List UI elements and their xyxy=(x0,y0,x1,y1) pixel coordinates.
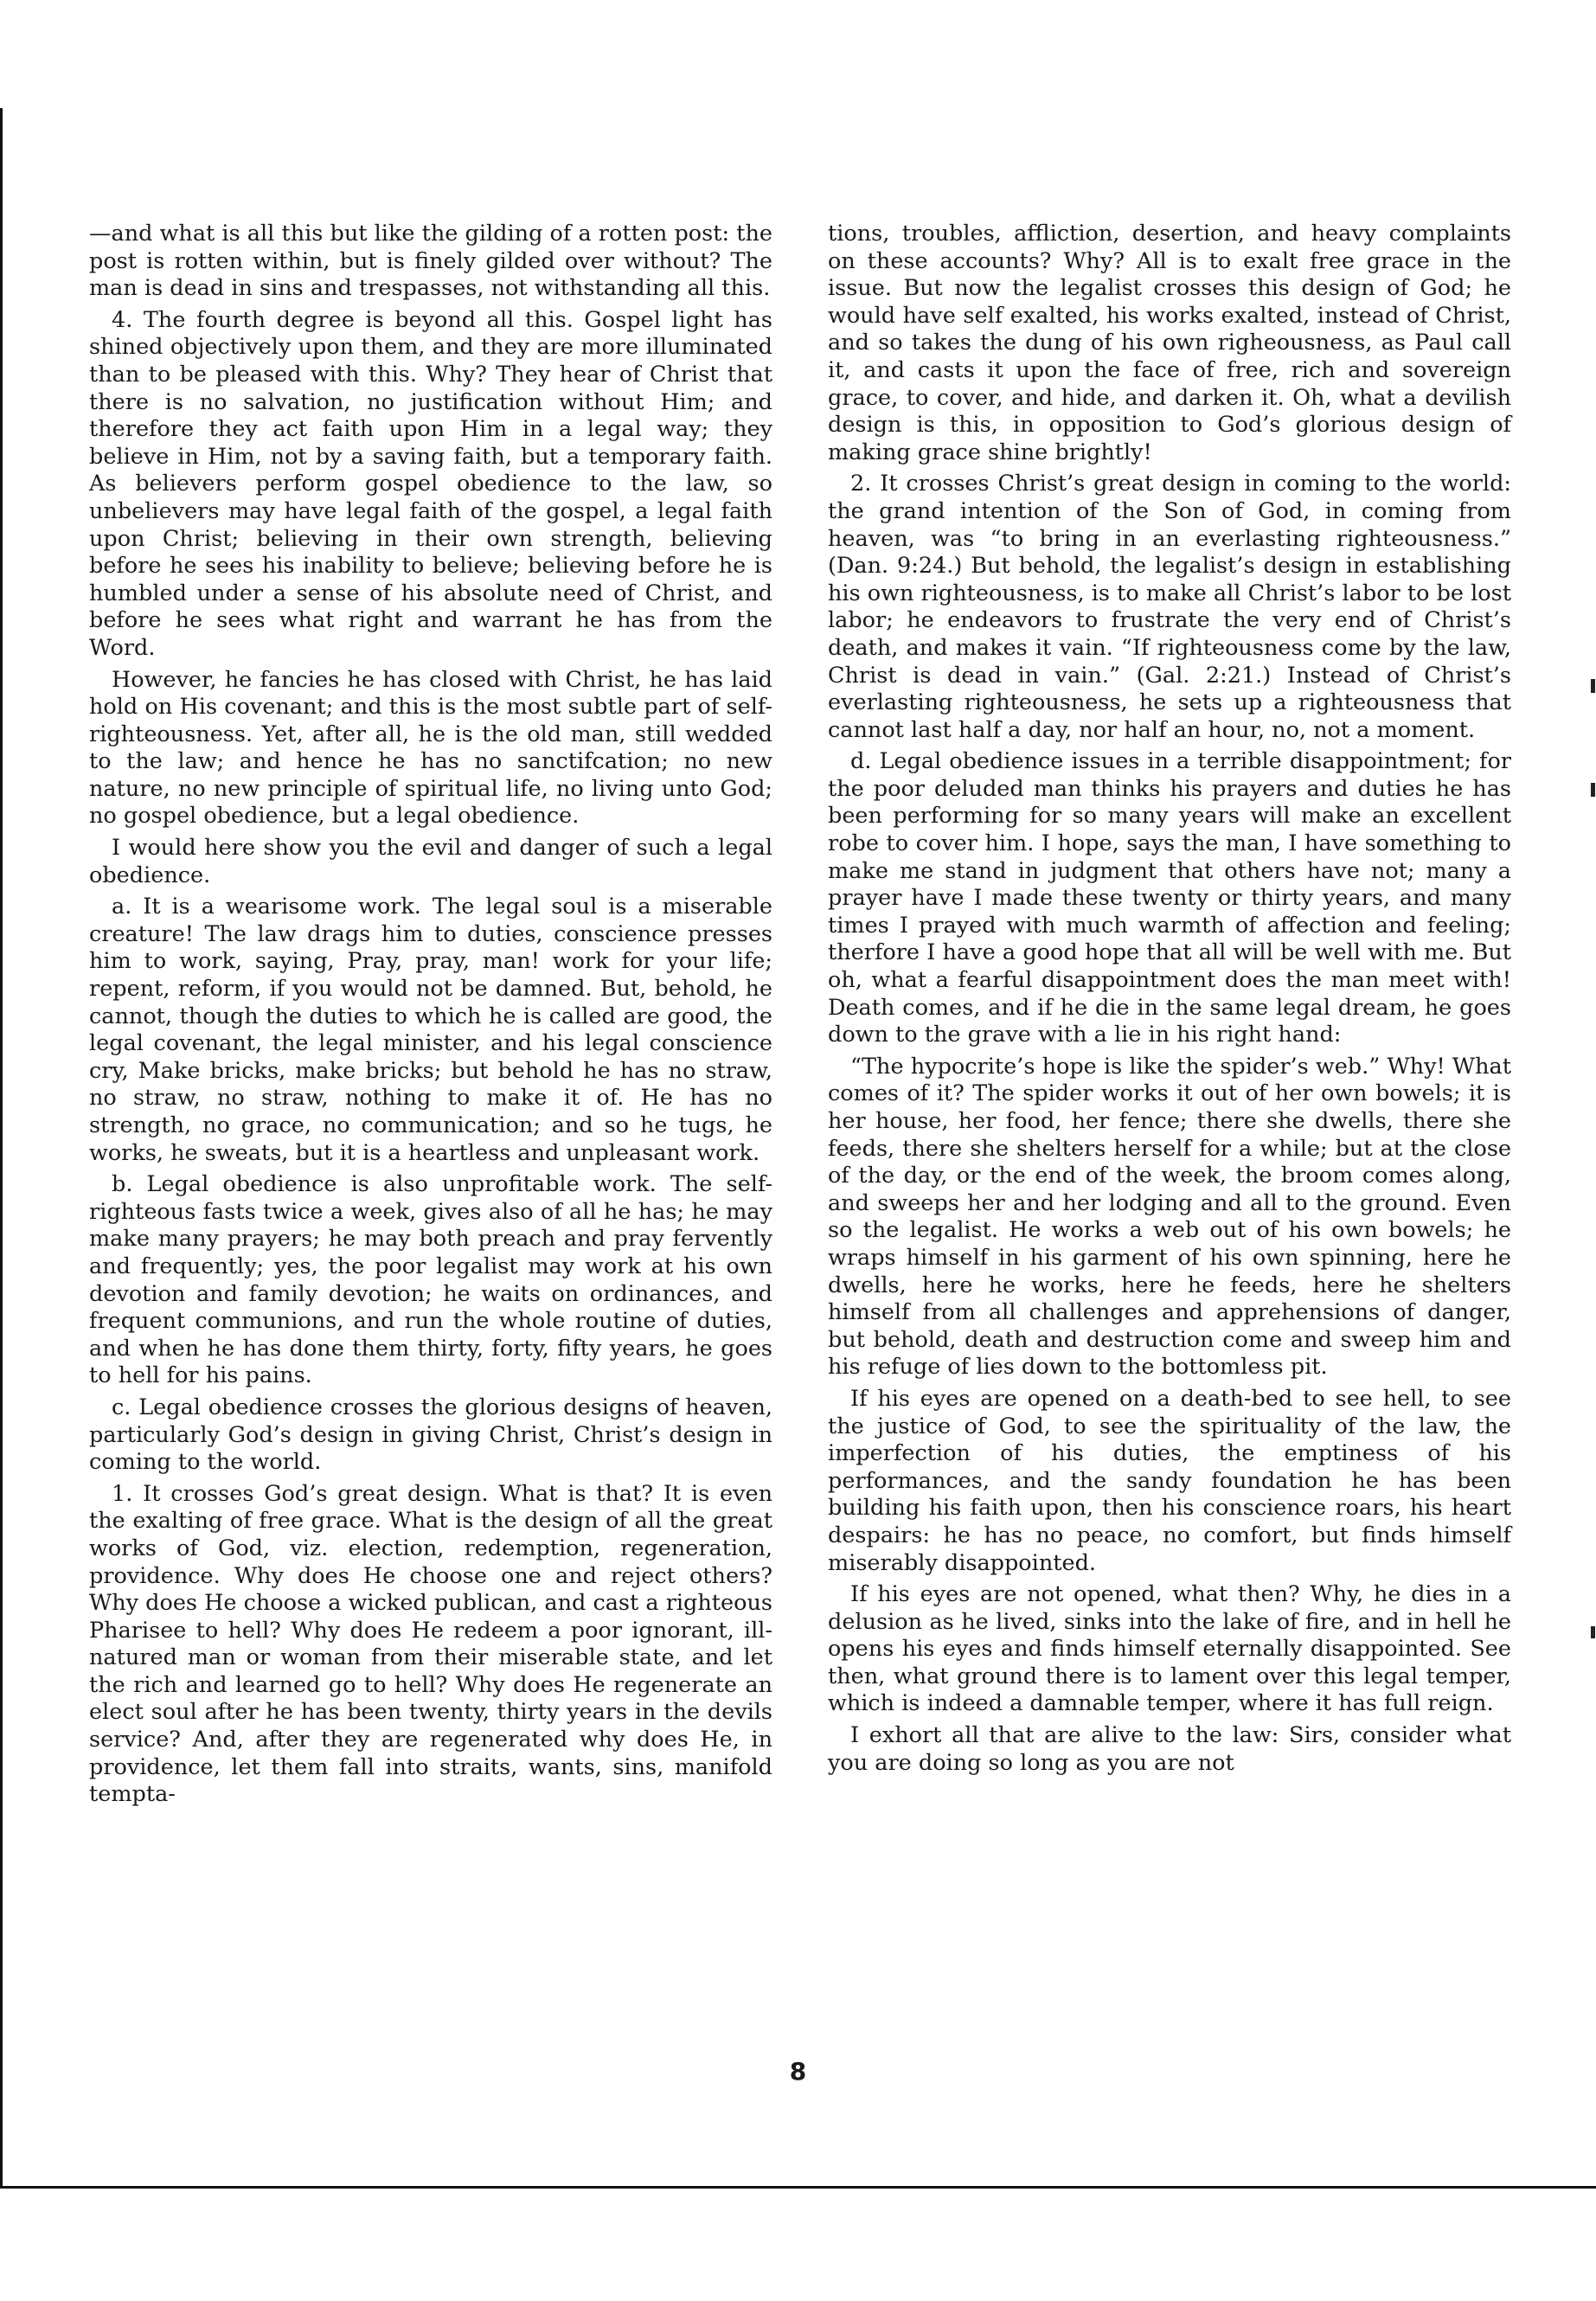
paragraph: I exhort all that are alive to the law: Sirs, consider what you are doing so long as you are not xyxy=(828,1722,1511,1776)
paragraph: 4. The fourth degree is beyond all this. Gospel light has shined objectively upon them, and they are more illuminated than to be pleased with this. Why? They hear of Christ that there is no salvation, no justification without Him; and therefore they act faith upon Him in a legal way; they believe in Him, not by a saving faith, but a temporary faith. As believers perform gospel obedience to the law, so unbelievers may have legal faith of the gospel, a legal faith upon Christ; believing in their own strength, believing before he sees his inability to believe; believing before he is humbled under a sense of his absolute need of Christ, and before he sees what right and warrant he has from the Word. xyxy=(89,306,772,661)
scan-edge-mark xyxy=(1591,1626,1595,1638)
scan-edge-mark xyxy=(1591,783,1595,797)
paragraph: If his eyes are opened on a death-bed to see hell, to see the justice of God, to see the spirituality of the law, the imperfection of his duties, the emptiness of his performances, and the sandy foundation he has been building his faith upon, then his conscience roars, his heart despairs: he has no peace, no comfort, but finds himself miserably disappointed. xyxy=(828,1385,1511,1576)
paragraph: d. Legal obedience issues in a terrible disappointment; for the poor deluded man thinks his prayers and duties he has been performing for so many years will make an excellent robe to cover him. I hope, says the man, I have something to make me stand in judgment that others have not; many a prayer have I made these twenty or thirty years, and many times I prayed with much warmth of affection and feeling; therfore I have a good hope that all will be well with me. But oh, what a fearful disappointment does the man meet with! Death comes, and if he die in the same legal dream, he goes down to the grave with a lie in his right hand: xyxy=(828,748,1511,1048)
paragraph: a. It is a wearisome work. The legal soul is a miserable creature! The law drags him to duties, conscience presses him to work, saying, Pray, pray, man! work for your life; repent, reform, if you would not be damned. But, behold, he cannot, though the duties to which he is called are good, the legal covenant, the legal minister, and his legal conscience cry, Make bricks, make bricks; but behold he has no straw, no straw, no straw, nothing to make it of. He has no strength, no grace, no communication; and so he tugs, he works, he sweats, but it is a heartless and unpleasant work. xyxy=(89,894,772,1166)
page-number: 8 xyxy=(789,2057,807,2086)
paragraph: —and what is all this but like the gilding of a rotten post: the post is rotten within, but is finely gilded over without? The man is dead in sins and trespasses, not withstanding all this. xyxy=(89,221,772,302)
paragraph: “The hypocrite’s hope is like the spider’s web.” Why! What comes of it? The spider works it out of her own bowels; it is her house, her food, her fence; there she dwells, there she feeds, there she shelters herself for a while; but at the close of the day, or the end of the week, the broom comes along, and sweeps her and her lodging and all to the ground. Even so the legalist. He works a web out of his own bowels; he wraps himself in his garment of his own spinning, here he dwells, here he works, here he feeds, here he shelters himself from all challenges and apprehensions of danger, but behold, death and destruction come and sweep him and his refuge of lies down to the bottomless pit. xyxy=(828,1053,1511,1381)
paragraph: 2. It crosses Christ’s great design in coming to the world: the grand intention of the Son of God, in coming from heaven, was “to bring in an everlasting righteousness.” (Dan. 9:24.) But behold, the legalist’s design in establishing his own righteousness, is to make all Christ’s labor to be lost labor; he endeavors to frustrate the very end of Christ’s death, and makes it vain. “If righteousness come by the law, Christ is dead in vain.” (Gal. 2:21.) Instead of Christ’s everlasting righteousness, he sets up a righteousness that cannot last half a day, nor half an hour, no, not a moment. xyxy=(828,471,1511,743)
paragraph: However, he fancies he has closed with Christ, he has laid hold on His covenant; and this is the most subtle part of self-righteousness. Yet, after all, he is the old man, still wedded to the law; and hence he has no sanctifcation; no new nature, no new principle of spiritual life, no living unto God; no gospel obedience, but a legal obedience. xyxy=(89,666,772,830)
paragraph: 1. It crosses God’s great design. What is that? It is even the exalting of free grace. What is the design of all the great works of God, viz. election, redemption, regeneration, providence. Why does He choose one and reject others? Why does He choose a wicked publican, and cast a righteous Pharisee to hell? Why does He redeem a poor ignorant, ill-natured man or woman from their miserable state, and let the rich and learned go to hell? Why does He regenerate an elect soul after he has been twenty, thirty years in the devils service? And, after they are regenerated why does He, in providence, let them fall into straits, wants, sins, manifold tempta- xyxy=(89,1480,772,1808)
paragraph: I would here show you the evil and danger of such a legal obedience. xyxy=(89,835,772,888)
right-column xyxy=(828,221,1511,1781)
paragraph: c. Legal obedience crosses the glorious designs of heaven, particularly God’s design in giving Christ, Christ’s design in coming to the world. xyxy=(89,1394,772,1476)
paragraph: tions, troubles, affliction, desertion, and heavy complaints on these accounts? Why? All is to exalt free grace in the issue. But now the legalist crosses this design of God; he would have self exalted, his works exalted, instead of Christ, and so takes the dung of his own righeousness, as Paul call it, and casts it upon the face of free, rich and sovereign grace, to cover, and hide, and darken it. Oh, what a devilish design is this, in opposition to God’s glorious design of making grace shine brightly! xyxy=(828,221,1511,465)
scan-edge-mark xyxy=(1591,679,1595,693)
left-column xyxy=(89,221,772,1813)
paragraph: b. Legal obedience is also unprofitable work. The self-righteous fasts twice a week, gives also of all he has; he may make many prayers; he may both preach and pray fervently and frequently; yes, the poor legalist may work at his own devotion and family devotion; he waits on ordinances, and frequent communions, and run the whole routine of duties, and when he has done them thirty, forty, fifty years, he goes to hell for his pains. xyxy=(89,1171,772,1389)
paragraph: If his eyes are not opened, what then? Why, he dies in a delusion as he lived, sinks into the lake of fire, and in hell he opens his eyes and finds himself eternally disappointed. See then, what ground there is to lament over this legal temper, which is indeed a damnable temper, where it has full reign. xyxy=(828,1581,1511,1717)
